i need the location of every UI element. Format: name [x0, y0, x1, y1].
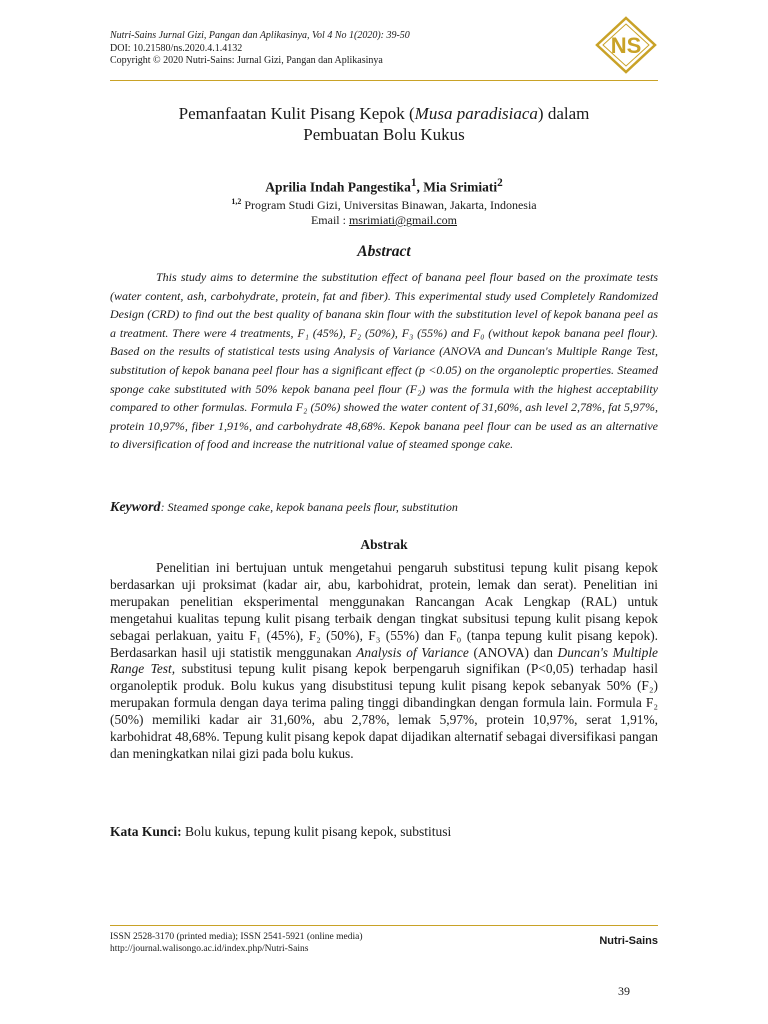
abstract-heading: Abstract: [357, 243, 411, 260]
journal-logo: [593, 16, 659, 74]
affiliation-text: Program Studi Gizi, Universitas Binawan, Jakarta, Indonesia: [241, 198, 537, 212]
abstrak-italic-1: Analysis of Variance: [356, 644, 469, 660]
journal-url[interactable]: http://journal.walisongo.ac.id/index.php/Nutri-Sains: [110, 944, 309, 954]
email-link[interactable]: msrimiati@gmail.com: [348, 213, 458, 227]
affiliation-sup: 1,2: [231, 197, 242, 206]
abstract-english: This study aims to determine the substitution effect of banana peel flour based on the proximate tests (water content, ash, carbohydrate, protein, fat and fiber). This experimental study used Completely Randomized Design (CRD) to find out the best quality of banana skin flour with the substitution level of kepok banana peel as a treatment. There were 4 treatments, F₁ (45%), F₂ (50%), F₃ (55%) and F₀ (without kepok banana peel flour). Based on the results of statistical tests using Analysis of Variance (ANOVA and Duncan's Multiple Range Test, substitution of kepok banana peel flour has a significant effect (p <0.05) on the organoleptic properties. Steamed sponge cake substituted with 50% kepok banana peel flour (F₂) was the formula with the highest acceptability compared to other formulas. Formula F₂ (50%) showed the water content of 31,60%, ash level 2,78%, fat 5,97%, protein 10,97%, fiber 1,91%, and carbohydrate 48,68%. Kepok banana peel flour can be used as an alternative to diversification of food and increase the nutritional value of steamed sponge cake.: [110, 270, 658, 452]
title-species: Musa paradisiaca: [414, 104, 538, 123]
affiliation: [110, 194, 658, 228]
title-part2: ) dalam: [537, 104, 590, 123]
author-2-sup: 2: [497, 177, 503, 189]
keywords-indonesian: [110, 824, 658, 840]
title-part1: Pemanfaatan Kulit Pisang Kepok (: [178, 104, 415, 123]
kata-kunci-text: Bolu kukus, tepung kulit pisang kepok, substitusi: [181, 824, 452, 839]
abstrak-italic-2: Duncan's Multiple Range Test,: [110, 644, 658, 677]
keyword-label: Keyword: [110, 500, 161, 515]
kata-kunci-label: Kata Kunci:: [110, 824, 182, 839]
doi: DOI: 10.21580/ns.2020.4.1.4132: [110, 42, 243, 54]
abstrak-segment-3: substitusi tepung kulit pisang kepok berpengaruh signifikan (P<0,05) terhadap hasil organoleptik produk. Bolu kukus yang disubstitusi tepung kulit pisang kepok sebanyak 50% (F₂) merupakan formula dengan daya terima paling tinggi dibandingkan dengan formula lain. Formula F₂ (50%) memiliki kadar air 31,60%, abu 2,78%, lemak 5,97%, protein 10,97%, serat 1,91%, karbohidrat 48,68%. Tepung kulit pisang kepok dapat dijadikan alternatif sebagai diversifikasi pangan dan meningkatkan nilai gizi pada bolu kukus.: [110, 661, 658, 761]
footer-info: [110, 931, 530, 955]
title-line2: Pembuatan Bolu Kukus: [303, 125, 465, 144]
authors: [110, 177, 658, 196]
journal-header: [110, 30, 580, 68]
abstrak-indonesian: [110, 560, 658, 763]
author-1: Aprilia Indah Pangestika: [265, 179, 411, 195]
footer-brand: Nutri-Sains: [599, 935, 658, 947]
keyword-text: : Steamed sponge cake, kepok banana peels flour, substitution: [160, 500, 458, 514]
article-title: [110, 103, 658, 145]
author-1-sup: 1: [410, 177, 417, 189]
copyright: Copyright © 2020 Nutri-Sains: Jurnal Gizi, Pangan dan Aplikasinya: [110, 55, 383, 66]
email-label: Email :: [310, 213, 349, 227]
author-separator: ,: [416, 179, 424, 195]
issn: ISSN 2528-3170 (printed media); ISSN 2541-5921 (online media): [110, 932, 363, 942]
page-number: 39: [618, 984, 630, 998]
abstrak-segment-1: Penelitian ini bertujuan untuk mengetahui pengaruh substitusi tepung kulit pisang kepok berdasarkan uji proksimat (kadar air, abu, karbohidrat, protein, lemak dan serat). Penelitian ini merupakan penelitian eksperimental menggunakan Rancangan Acak Lengkap (RAL) untuk mengetahui kualitas tepung kulit pisang terbaik dengan tingkat subsitusi tepung kulit pisang kepok sebagai perlakuan, yaitu F₁ (45%), F₂ (50%), F₃ (55%) dan F₀ (tanpa tepung kulit pisang kepok). Berdasarkan hasil uji statistik menggunakan: [110, 560, 658, 660]
keywords-english: [110, 500, 658, 516]
abstrak-heading: Abstrak: [360, 537, 408, 552]
footer-divider: [110, 925, 658, 926]
header-divider: [110, 80, 658, 81]
author-2: Mia Srimiati: [423, 179, 498, 195]
logo-text: NS: [610, 33, 642, 58]
journal-citation: Nutri-Sains Jurnal Gizi, Pangan dan Aplikasinya, Vol 4 No 1(2020): 39-50: [110, 30, 410, 41]
abstrak-segment-2: (ANOVA) dan: [468, 644, 558, 660]
